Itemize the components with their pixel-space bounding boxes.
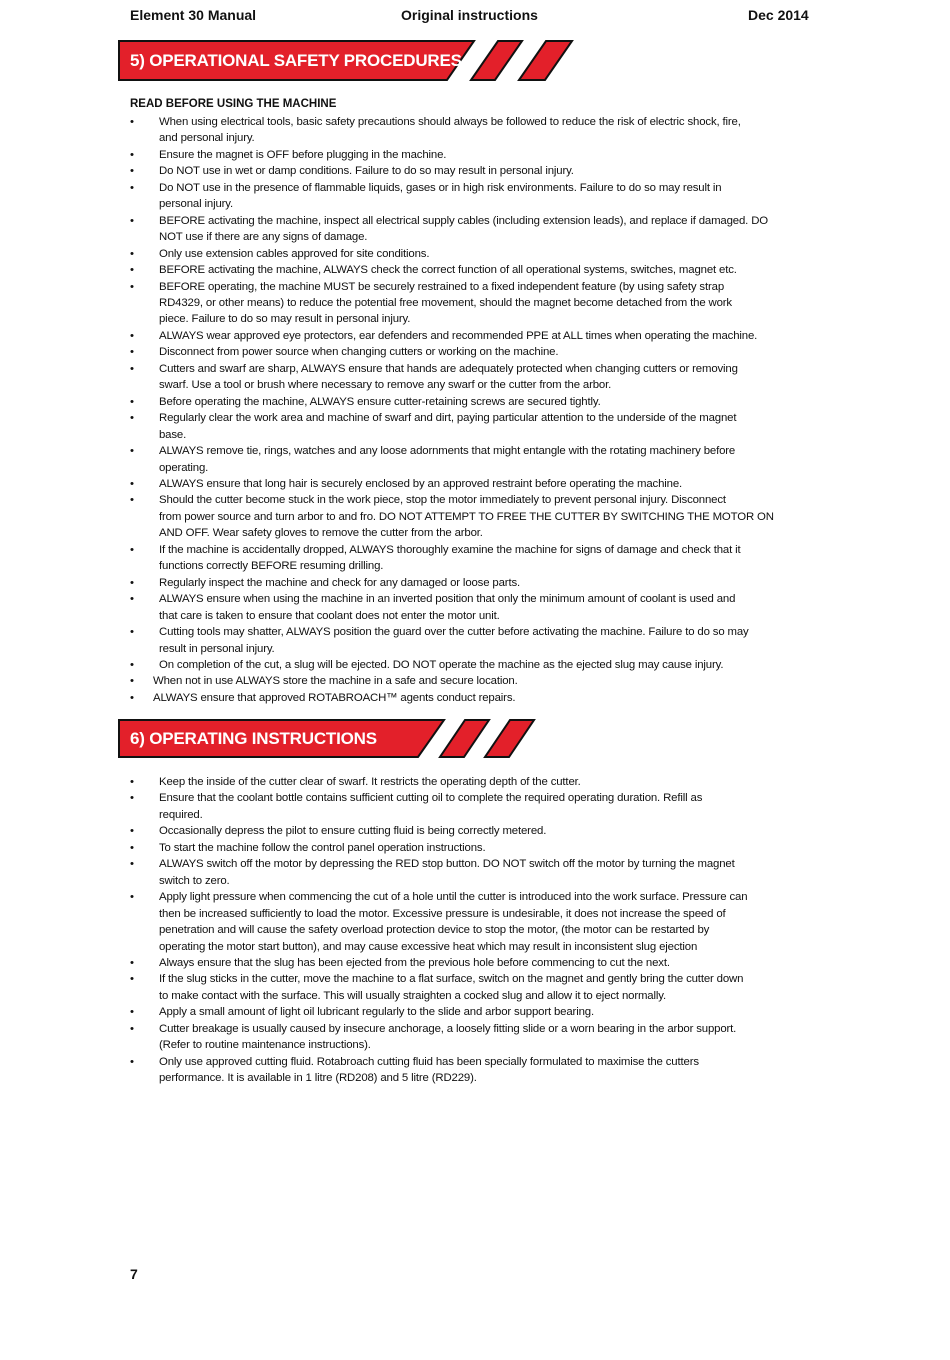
list-item-text: swarf. Use a tool or brush where necessary to remove any swarf or the cutter from the arbor. (159, 379, 612, 392)
bullet-icon: • (130, 576, 134, 589)
list-item (130, 213, 820, 246)
list-item (130, 180, 820, 213)
bullet-icon: • (130, 891, 134, 904)
bullet-icon: • (130, 841, 134, 854)
list-item-text: (Refer to routine maintenance instructions). (159, 1039, 371, 1052)
list-item-text: BEFORE activating the machine, ALWAYS check the correct function of all operational systems, switches, magnet etc. (159, 264, 737, 277)
list-item-text: To start the machine follow the control panel operation instructions. (159, 841, 486, 854)
list-item-text: operating. (159, 461, 209, 474)
list-item (130, 147, 820, 163)
bullet-icon: • (130, 593, 134, 606)
list-item (130, 1021, 820, 1054)
list-item-text: to make contact with the surface. This will usually straighten a cocked slug and allow it to eject normally. (159, 989, 666, 1002)
list-item-text: Ensure the magnet is OFF before plugging in the machine. (159, 148, 447, 161)
list-item (130, 262, 820, 278)
list-item-text: and personal injury. (159, 132, 255, 145)
bullet-icon: • (130, 395, 134, 408)
list-item-text: from power source and turn arbor to and fro. DO NOT ATTEMPT TO FREE THE CUTTER BY SWITCHING THE MOTOR ON (159, 510, 774, 523)
list-item-text: ALWAYS ensure that long hair is securely enclosed by an approved restraint before operating the machine. (159, 477, 683, 490)
list-item (130, 955, 820, 971)
list-item (130, 889, 820, 955)
list-item (130, 1004, 820, 1020)
bullet-icon: • (130, 858, 134, 871)
list-item (130, 673, 820, 689)
list-item (130, 823, 820, 839)
list-item-text: ALWAYS switch off the motor by depressing the RED stop button. DO NOT switch off the motor by turning the magnet (159, 858, 735, 871)
list-item (130, 328, 820, 344)
list-item (130, 856, 820, 889)
list-item (130, 790, 820, 823)
list-item-text: Apply a small amount of light oil lubricant regularly to the slide and arbor support bearing. (159, 1006, 594, 1019)
bullet-icon: • (130, 362, 134, 375)
list-item-text: performance. It is available in 1 litre (RD208) and 5 litre (RD229). (159, 1072, 477, 1085)
list-item-text: ALWAYS ensure that approved ROTABROACH™ agents conduct repairs. (153, 691, 516, 704)
list-item-text: RD4329, or other means) to reduce the potential free movement, should the magnet become detached from the work (159, 296, 732, 309)
list-item (130, 542, 820, 575)
list-item (130, 114, 820, 147)
list-item (130, 1054, 820, 1087)
list-item-text: Do NOT use in the presence of flammable liquids, gases or in high risk environments. Failure to do so may result in (159, 181, 722, 194)
list-item-text: AND OFF. Wear safety gloves to remove the cutter from the arbor. (159, 527, 483, 540)
list-item (130, 279, 820, 328)
list-item (130, 476, 820, 492)
list-item-text: then be increased sufficiently to load the motor. Excessive pressure is undesirable, it does not increase the speed of (159, 907, 726, 920)
bullet-icon: • (130, 956, 134, 969)
list-item (130, 361, 820, 394)
list-item-text: required. (159, 808, 203, 821)
list-item (130, 394, 820, 410)
bullet-icon: • (130, 494, 134, 507)
bullet-icon: • (130, 626, 134, 639)
list-item-text: BEFORE activating the machine, inspect all electrical supply cables (including extension leads), and replace if damaged. DO (159, 214, 768, 227)
list-item-text: Only use extension cables approved for site conditions. (159, 247, 430, 260)
list-item (130, 163, 820, 179)
bullet-icon: • (130, 477, 134, 490)
section5-banner (118, 40, 578, 82)
list-item-text: Regularly clear the work area and machine of swarf and dirt, paying particular attention to the underside of the magnet (159, 412, 737, 425)
bullet-icon: • (130, 247, 134, 260)
list-item (130, 840, 820, 856)
bullet-icon: • (130, 776, 134, 788)
header-manual-title: Element 30 Manual (130, 7, 257, 23)
bullet-icon: • (130, 1006, 134, 1019)
bullet-icon: • (130, 691, 134, 704)
list-item-text: Do NOT use in wet or damp conditions. Failure to do so may result in personal injury. (159, 165, 574, 178)
list-item-text: Disconnect from power source when changing cutters or working on the machine. (159, 346, 559, 359)
list-item (130, 344, 820, 360)
bullet-icon: • (130, 116, 134, 128)
operating-instructions-list (130, 774, 820, 1087)
list-item-text: base. (159, 428, 187, 441)
bullet-icon: • (130, 148, 134, 161)
bullet-icon: • (130, 658, 134, 671)
list-item (130, 971, 820, 1004)
list-item-text: If the machine is accidentally dropped, ALWAYS thoroughly examine the machine for signs of damage and check that it (159, 543, 741, 556)
list-item-text: Cutters and swarf are sharp, ALWAYS ensure that hands are adequately protected when changing cutters or removing (159, 362, 738, 375)
list-item-text: ALWAYS remove tie, rings, watches and any loose adornments that might entangle with the rotating machinery before (159, 445, 736, 458)
section5-subheading: READ BEFORE USING THE MACHINE (130, 98, 337, 110)
list-item (130, 591, 820, 624)
list-item-text: Before operating the machine, ALWAYS ensure cutter-retaining screws are secured tightly. (159, 395, 601, 408)
list-item-text: functions correctly BEFORE resuming drilling. (159, 560, 384, 573)
list-item (130, 492, 820, 541)
bullet-icon: • (130, 675, 134, 688)
bullet-icon: • (130, 214, 134, 227)
section5-title: 5) OPERATIONAL SAFETY PROCEDURES (130, 51, 462, 70)
bullet-icon: • (130, 181, 134, 194)
bullet-icon: • (130, 973, 134, 986)
bullet-icon: • (130, 264, 134, 277)
bullet-icon: • (130, 543, 134, 556)
list-item (130, 774, 820, 790)
list-item (130, 624, 820, 657)
list-item (130, 443, 820, 476)
list-item-text: Ensure that the coolant bottle contains sufficient cutting oil to complete the required operating duration. Refill as (159, 792, 703, 805)
list-item-text: Cutter breakage is usually caused by insecure anchorage, a loosely fitting slide or a worn bearing in the arbor support. (159, 1022, 737, 1035)
list-item-text: switch to zero. (159, 874, 230, 887)
list-item-text: Occasionally depress the pilot to ensure cutting fluid is being correctly metered. (159, 825, 547, 838)
bullet-icon: • (130, 825, 134, 838)
list-item-text: Regularly inspect the machine and check for any damaged or loose parts. (159, 576, 521, 589)
list-item (130, 690, 820, 706)
list-item-text: When not in use ALWAYS store the machine in a safe and secure location. (153, 675, 518, 688)
list-item-text: ALWAYS ensure when using the machine in an inverted position that only the minimum amount of coolant is used and (159, 593, 736, 606)
bullet-icon: • (130, 280, 134, 293)
list-item-text: penetration and will cause the safety overload protection device to stop the motor, (the motor can be restarted by (159, 924, 710, 937)
list-item-text: personal injury. (159, 198, 233, 211)
page-number: 7 (130, 1266, 138, 1282)
list-item-text: operating the motor start button), and may cause excessive heat which may result in inconsistent slug ejection (159, 940, 698, 953)
safety-procedures-list (130, 114, 820, 706)
header-date: Dec 2014 (748, 7, 809, 23)
list-item-text: Apply light pressure when commencing the cut of a hole until the cutter is introduced into the work surface. Pressure can (159, 891, 748, 904)
list-item (130, 410, 820, 443)
list-item (130, 575, 820, 591)
list-item-text: Cutting tools may shatter, ALWAYS position the guard over the cutter before activating the machine. Failure to do so may (159, 626, 749, 639)
list-item-text: NOT use if there are any signs of damage. (159, 231, 368, 244)
list-item-text: piece. Failure to do so may result in personal injury. (159, 313, 411, 326)
bullet-icon: • (130, 1022, 134, 1035)
list-item-text: On completion of the cut, a slug will be ejected. DO NOT operate the machine as the ejected slug may cause injury. (159, 658, 724, 671)
list-item-text: that care is taken to ensure that coolant does not enter the motor unit. (159, 609, 500, 622)
bullet-icon: • (130, 445, 134, 458)
bullet-icon: • (130, 412, 134, 425)
list-item-text: Keep the inside of the cutter clear of swarf. It restricts the operating depth of the cutter. (159, 776, 581, 788)
section6-banner (118, 719, 538, 759)
list-item-text: BEFORE operating, the machine MUST be securely restrained to a fixed independent feature (by using safety strap (159, 280, 725, 293)
list-item-text: Should the cutter become stuck in the work piece, stop the motor immediately to prevent personal injury. Disconnect (159, 494, 726, 507)
list-item-text: When using electrical tools, basic safety precautions should always be followed to reduce the risk of electric shock, fire, (159, 116, 741, 128)
list-item (130, 246, 820, 262)
bullet-icon: • (130, 329, 134, 342)
list-item-text: Only use approved cutting fluid. Rotabroach cutting fluid has been specially formulated to maximise the cutters (159, 1055, 699, 1068)
list-item-text: Always ensure that the slug has been ejected from the previous hole before commencing to cut the next. (159, 956, 670, 969)
list-item (130, 657, 820, 673)
bullet-icon: • (130, 792, 134, 805)
bullet-icon: • (130, 1055, 134, 1068)
list-item-text: ALWAYS wear approved eye protectors, ear defenders and recommended PPE at ALL times when operating the machine. (159, 329, 758, 342)
header-instructions: Original instructions (401, 7, 538, 23)
list-item-text: result in personal injury. (159, 642, 275, 655)
bullet-icon: • (130, 346, 134, 359)
bullet-icon: • (130, 165, 134, 178)
section6-title: 6) OPERATING INSTRUCTIONS (130, 729, 377, 748)
list-item-text: If the slug sticks in the cutter, move the machine to a flat surface, switch on the magnet and gently bring the cutter down (159, 973, 744, 986)
